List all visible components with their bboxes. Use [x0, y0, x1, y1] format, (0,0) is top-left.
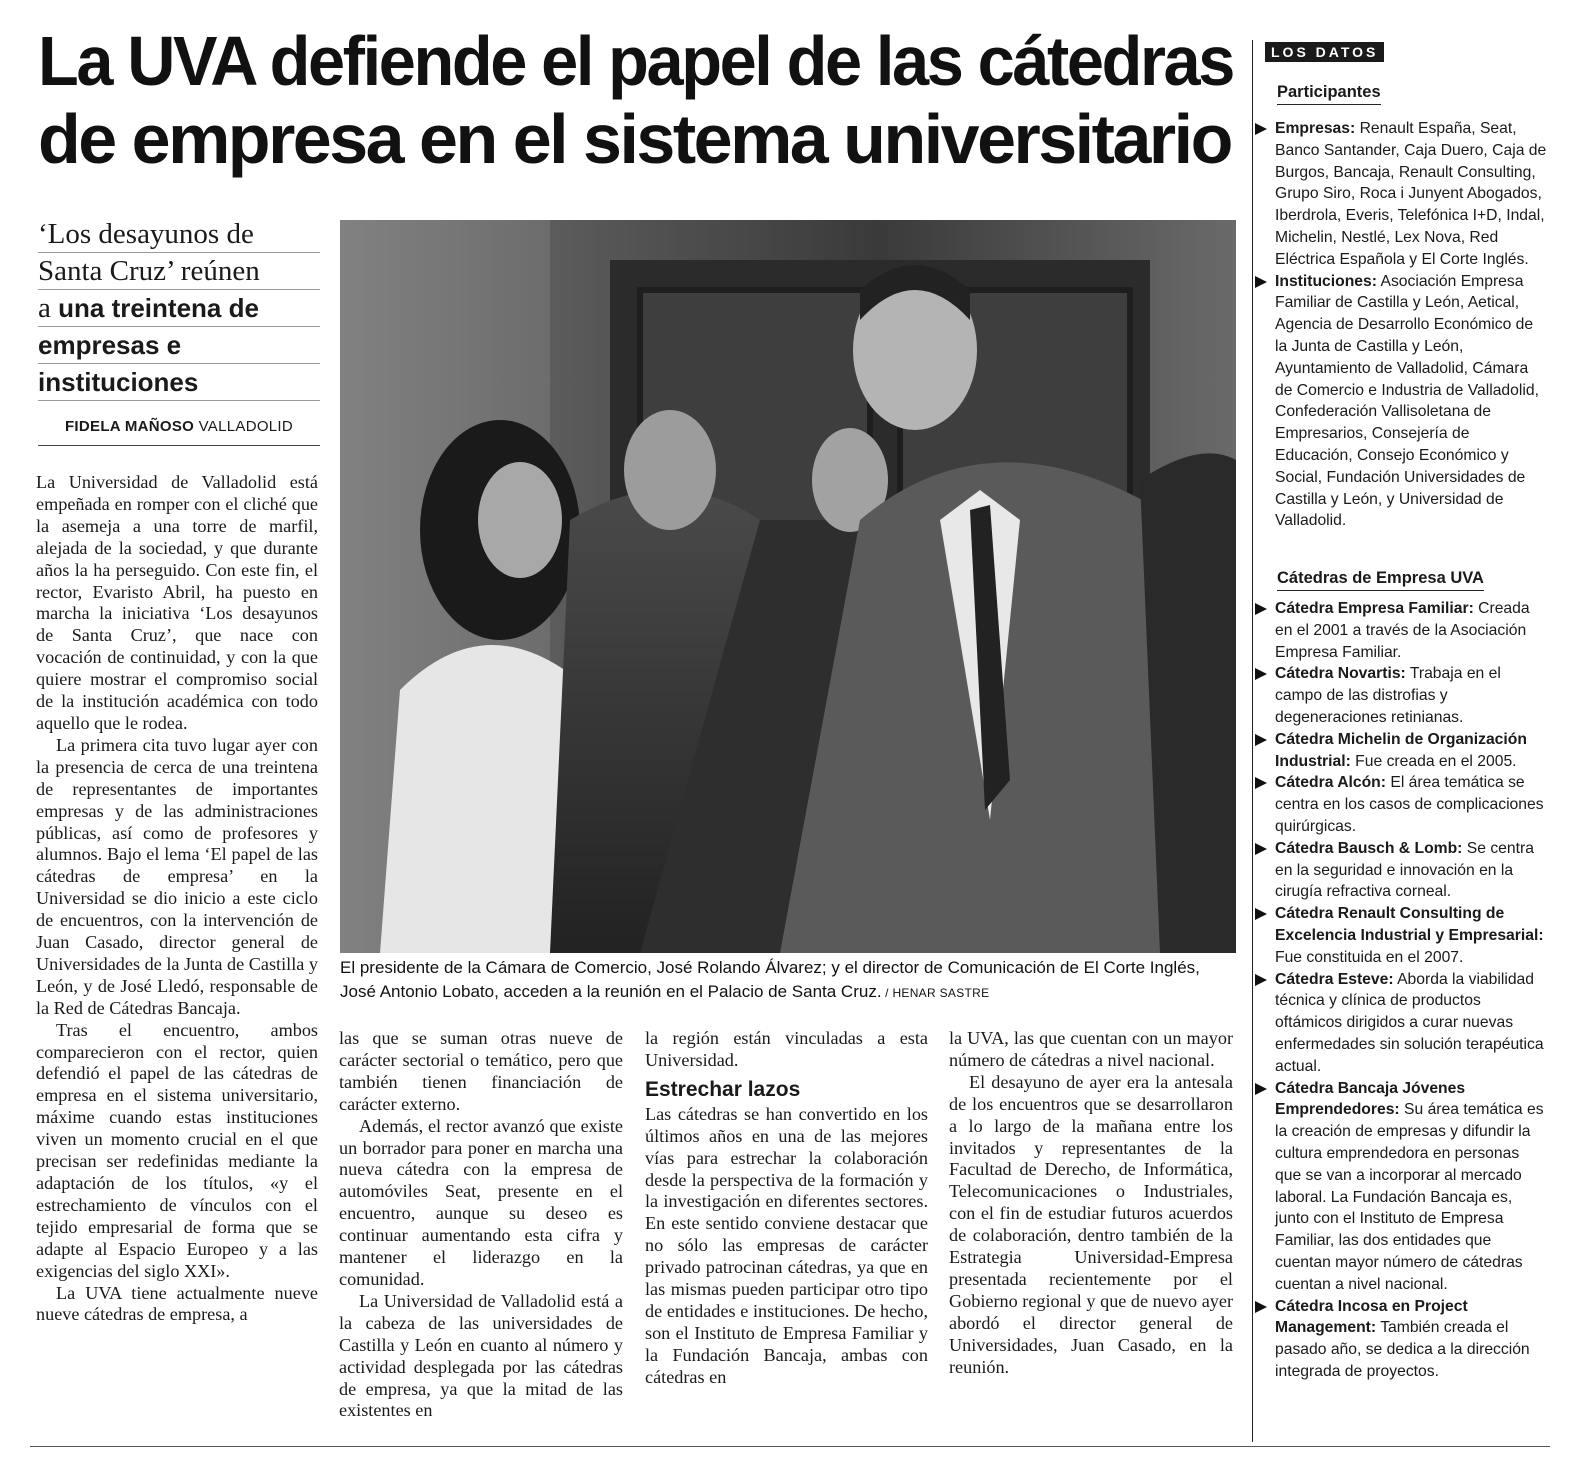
sidebar-list-item [1253, 838, 1547, 903]
sidebar-list-item [1253, 663, 1547, 728]
subhead-line-5: instituciones [38, 364, 320, 401]
col2-paragraph-2: Además, el rector avanzó que existe un borrador para poner en marcha una nueva cátedra con la empresa de automóviles Seat, presente en el encuentro, aunque su deseo es continuar aumentando esta cifra y mantener el liderazgo en la comunidad. [339, 1115, 623, 1289]
headline [38, 22, 1238, 178]
sidebar-item-text: También creada el pasado año, se dedica a la dirección integrada de proyectos. [1275, 1319, 1530, 1380]
news-photo [340, 220, 1236, 953]
man-1-face [624, 410, 716, 530]
sidebar-los-datos [1252, 40, 1549, 1442]
subhead [38, 216, 320, 401]
col2-paragraph-3: La Universidad de Valladolid está a la cabeza de las universidades de Castilla y León en cuanto al número y actividad desplegada por las cátedras de empresa, ya que la mitad de las existentes en [339, 1290, 623, 1421]
sidebar-list-item [1253, 729, 1547, 773]
sidebar-item-text: Fue constituida en el 2007. [1275, 948, 1464, 966]
col1-paragraph-1: La Universidad de Valladolid está empeñada en romper con el cliché que la asemeja a una torre de marfil, alejada de la sociedad, y que durante años la ha perseguido. Con este fin, el rector, Evaristo Abril, ha puesto en marcha la iniciativa ‘Los desayunos de Santa Cruz’, que nace con vocación de continuidad, y con la que quiere mostrar el compromiso social de la institución académica con todo aquello que le rodea. [36, 472, 318, 733]
col4-paragraph-2: El desayuno de ayer era la antesala de los encuentros que se desarrollaron a lo largo de la mañana entre los invitados y representantes de la Facultad de Derecho, de Informática, Telecomunicaciones o Industriales, con el fin de estudiar futuros acuerdos de colaboración, dentro también de la Estrategia Universidad-Empresa presentada recientemente por el Gobierno regional y que de nuevo ayer abordó el director general de Universidades, Juan Casado, en la reunión. [949, 1071, 1233, 1377]
sidebar-item-text: Su área temática es la creación de empresas y difundir la cultura emprendedora en personas que se van a incorporar al mercado laboral. La Fundación Bancaja es, junto con el Instituto de Empresa Familiar, las dos entidades que cuentan mayor número de cátedras cuentan a nivel nacional. [1275, 1101, 1544, 1293]
subhead-line-1: ‘Los desayunos de [38, 216, 320, 253]
triangle-bullet-icon [1255, 603, 1267, 615]
photo-credit: / HENAR SASTRE [881, 986, 990, 1000]
sidebar-item-label: Empresas: [1275, 120, 1356, 137]
sidebar-item-label: Cátedra Bausch & Lomb: [1275, 839, 1463, 857]
sidebar-item-label: Cátedra Alcón: [1275, 774, 1386, 792]
triangle-bullet-icon [1255, 668, 1267, 680]
sidebar-item-text: Trabaja en el campo de las distrofias y degeneraciones retinianas. [1275, 665, 1501, 726]
sidebar-item-label: Cátedra Michelin de Organización Industrial: [1275, 730, 1527, 770]
sidebar-section-participantes-title: Participantes [1277, 82, 1381, 105]
sidebar-item-text: Renault España, Seat, Banco Santander, Caja Duero, Caja de Burgos, Bancaja, Renault Consulting, Grupo Siro, Roca i Junyent Abogados, Iberdrola, Everis, Telefónica I+D, Indal, Michelin, Nestlé, Lex Nova, Red Eléctrica Española y El Corte Inglés. [1275, 120, 1547, 268]
sidebar-item-label: Cátedra Novartis: [1275, 665, 1406, 683]
triangle-bullet-icon [1255, 908, 1267, 920]
body-column-1 [36, 472, 318, 1326]
sidebar-item-text: El área temática se centra en los casos de complicaciones quirúrgicas. [1275, 774, 1544, 835]
photo-caption [340, 956, 1236, 1005]
caption-text: El presidente de la Cámara de Comercio, José Rolando Álvarez; y el director de Comunicación de El Corte Inglés, José Antonio Lobato, acceden a la reunión en el Palacio de Santa Cruz. [340, 958, 1200, 1001]
sidebar-list-item [1253, 1296, 1547, 1383]
body-column-4 [949, 1028, 1233, 1379]
sidebar-list-item [1253, 118, 1547, 271]
sidebar-catedras-list [1253, 598, 1547, 1383]
sidebar-section-catedras-title: Cátedras de Empresa UVA [1277, 568, 1484, 591]
subhead-line-4: empresas e [38, 327, 320, 364]
col3-paragraph-1: Las cátedras se han convertido en los últimos años en una de las mejores vías para estrechar la colaboración desde la perspectiva de la formación y la investigación en diferentes sectores. En este sentido conviene destacar que no sólo las empresas de carácter privado patrocinan cátedras, ya que en las mismas pueden participar otro tipo de entidades e instituciones. De hecho, son el Instituto de Empresa Familiar y la Fundación Bancaja, ambas con cátedras en [645, 1103, 928, 1387]
byline-author: FIDELA MAÑOSO [64, 418, 195, 435]
triangle-bullet-icon [1255, 123, 1267, 135]
sidebar-item-text: Fue creada en el 2005. [1350, 752, 1517, 770]
sidebar-list-item [1253, 903, 1547, 968]
sidebar-tag: LOS DATOS [1265, 42, 1384, 62]
body-column-3 [645, 1028, 928, 1389]
subhead-line-3-plain: a [38, 292, 59, 324]
col1-paragraph-2: La primera cita tuvo lugar ayer con la presencia de cerca de una treintena de representantes de importantes empresas y de las administraciones públicas, así como de profesores y alumnos. Bajo el lema ‘El papel de las cátedras de empresa’ en la Universidad se dio inicio a este ciclo de encuentros, con la intervención de Juan Casado, director general de Universidades de la Junta de Castilla y León, y de José Lledó, responsable de la Red de Cátedras Bancaja. [36, 734, 318, 1018]
sidebar-item-label: Cátedra Bancaja Jóvenes Emprendedores: [1275, 1079, 1466, 1119]
triangle-bullet-icon [1255, 843, 1267, 855]
col1-paragraph-3: Tras el encuentro, ambos comparecieron con el rector, quien defendió el papel de las cátedras de empresa en el sistema universitario, máxime cuando estas instituciones viven un momento crucial en el que precisan ser redefinidas mediante la adaptación de los títulos, «y el estrechamiento de vínculos con el tejido empresarial de forma que se adapte al Espacio Europeo y a las exigencias del siglo XXI». [36, 1019, 318, 1281]
sidebar-list-item [1253, 598, 1547, 663]
triangle-bullet-icon [1255, 974, 1267, 986]
sidebar-list-item [1253, 271, 1547, 533]
triangle-bullet-icon [1255, 276, 1267, 288]
headline-line-1: La UVA defiende el papel de las cátedras [38, 22, 1233, 100]
photo-illustration [340, 220, 1236, 953]
sidebar-participantes-list [1253, 118, 1547, 532]
sidebar-item-label: Cátedra Incosa en Project Management: [1275, 1297, 1468, 1337]
byline [38, 418, 320, 446]
body-column-2 [339, 1028, 623, 1422]
col1-paragraph-4: La UVA tiene actualmente nueve nueve cátedras de empresa, a [36, 1282, 318, 1325]
sidebar-list-item [1253, 969, 1547, 1078]
triangle-bullet-icon [1255, 1301, 1267, 1313]
headline-line-2: de empresa en el sistema universitario [38, 100, 1231, 178]
sidebar-item-text: Se centra en la seguridad e innovación en la cirugía refractiva corneal. [1275, 839, 1534, 901]
sidebar-list-item [1253, 1078, 1547, 1296]
subhead-line-2: Santa Cruz’ reúnen [38, 253, 320, 290]
subhead-line-3 [38, 290, 320, 327]
sidebar-list-item [1253, 772, 1547, 837]
sidebar-item-text: Creada en el 2001 a través de la Asociación Empresa Familiar. [1275, 600, 1530, 661]
byline-location: VALLADOLID [194, 418, 294, 435]
col4-paragraph-1: la UVA, las que cuentan con un mayor número de cátedras a nivel nacional. [949, 1028, 1233, 1070]
woman-face [478, 462, 562, 578]
col3-intro: la región están vinculadas a esta Universidad. [645, 1028, 928, 1070]
sidebar-item-text: Asociación Empresa Familiar de Castilla y León, Aetical, Agencia de Desarrollo Económico de la Junta de Castilla y León, Ayuntamiento de Valladolid, Cámara de Comercio e Industria de Valladolid, Confederación Vallisoletana de Empresarios, Consejería de Educación, Consejo Económico y Social, Fundación Universidades de Castilla y León, y Universidad de Valladolid. [1275, 272, 1539, 530]
col2-paragraph-1: las que se suman otras nueve de carácter sectorial o temático, pero que también tienen financiación de carácter externo. [339, 1028, 623, 1114]
triangle-bullet-icon [1255, 1083, 1267, 1095]
sidebar-item-label: Cátedra Renault Consulting de Excelencia Industrial y Empresarial: [1275, 905, 1544, 944]
sidebar-item-text: Aborda la viabilidad técnica y clínica de productos oftámicos dirigidos a curar nuevas enfermedades sin solución terapéutica actual. [1275, 970, 1544, 1075]
sidebar-item-label: Cátedra Empresa Familiar: [1275, 600, 1474, 617]
subhead-line-3-bold: una treintena de [58, 293, 259, 323]
triangle-bullet-icon [1255, 777, 1267, 789]
bottom-rule [30, 1446, 1550, 1447]
sidebar-item-label: Instituciones: [1275, 272, 1377, 290]
section-heading-estrechar-lazos: Estrechar lazos [645, 1077, 801, 1101]
triangle-bullet-icon [1255, 734, 1267, 746]
sidebar-item-label: Cátedra Esteve: [1275, 970, 1394, 988]
